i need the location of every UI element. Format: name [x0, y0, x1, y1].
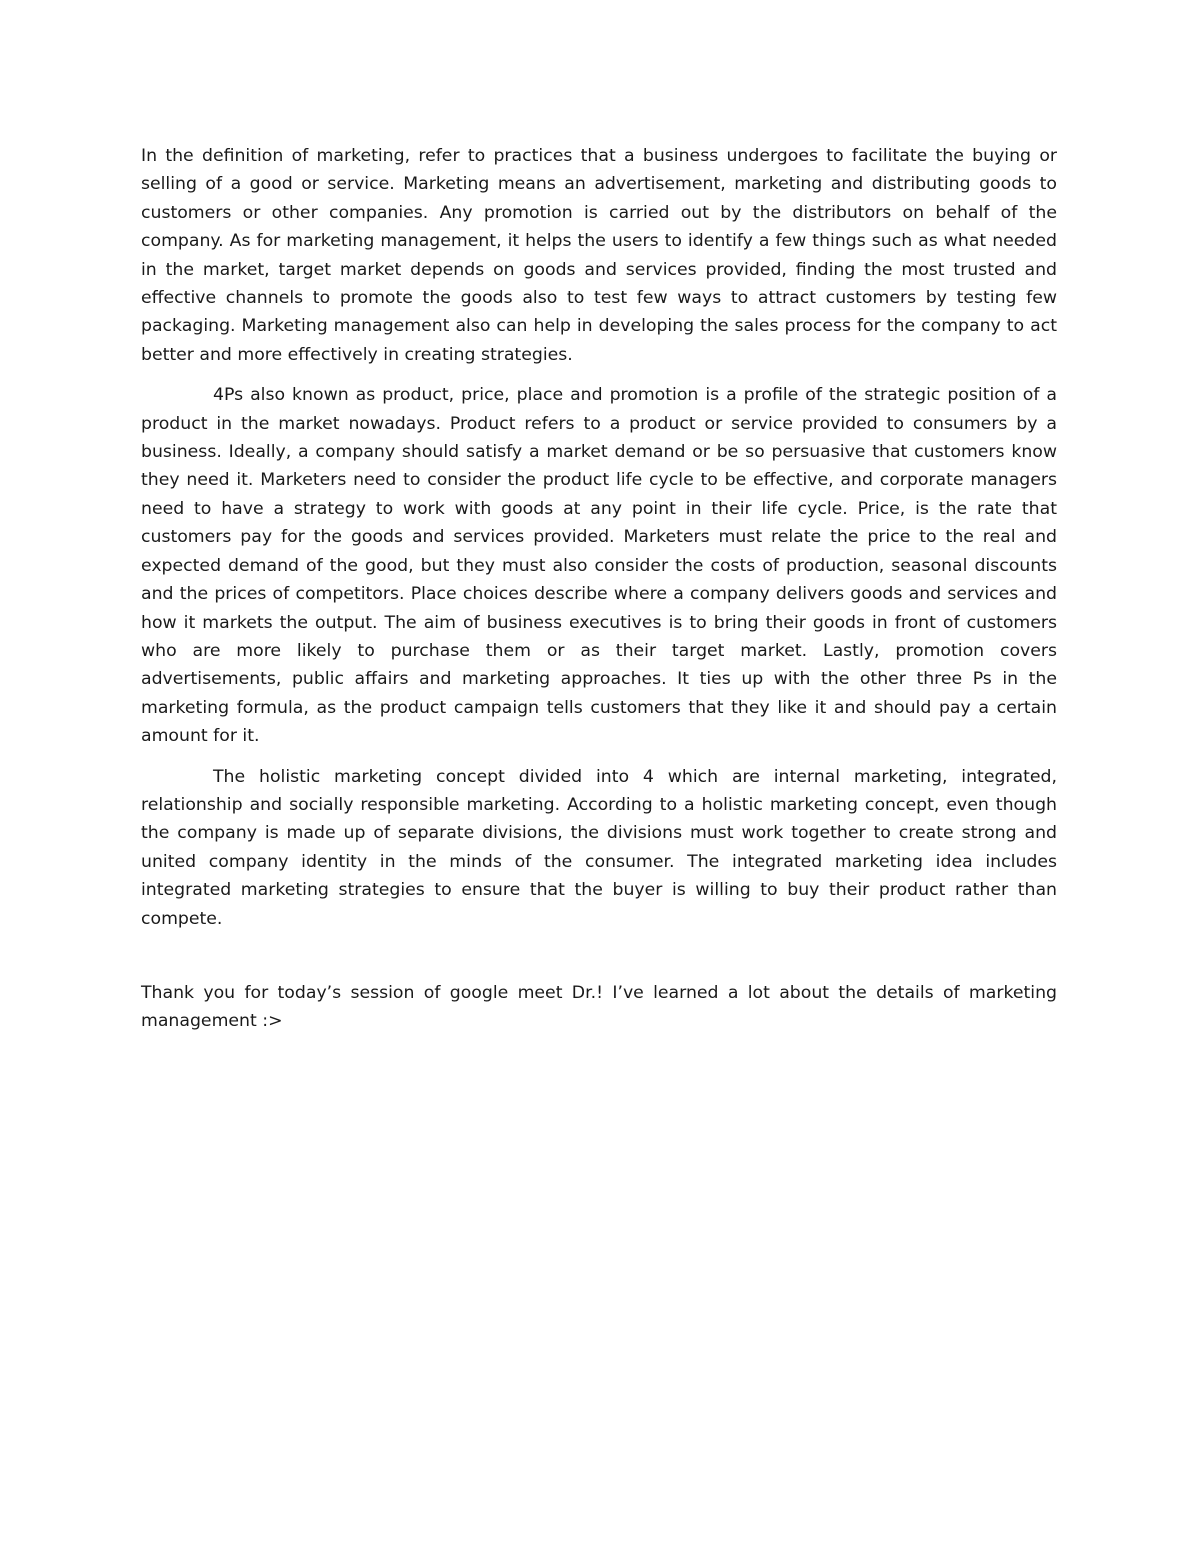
closing-note: Thank you for today’s session of google meet Dr.! I’ve learned a lot about the details of marketing management :> [141, 982, 1057, 1032]
paragraph-holistic-marketing: The holistic marketing concept divided into 4 which are internal marketing, integrated, relationship and socially responsible marketing. According to a holistic marketing concept, even though the company is made up of separate divisions, the divisions must work together to create strong and united company identity in the minds of the consumer. The integrated marketing idea includes integrated marketing strategies to ensure that the buyer is willing to buy their product rather than compete. [141, 766, 1057, 929]
document-body [141, 142, 1057, 1048]
paragraph-4ps: 4Ps also known as product, price, place and promotion is a profile of the strategic position of a product in the market nowadays. Product refers to a product or service provided to consumers by a business. Ideally, a company should satisfy a market demand or be so persuasive that customers know they need it. Marketers need to consider the product life cycle to be effective, and corporate managers need to have a strategy to work with goods at any point in their life cycle. Price, is the rate that customers pay for the goods and services provided. Marketers must relate the price to the real and expected demand of the good, but they must also consider the costs of production, seasonal discounts and the prices of competitors. Place choices describe where a company delivers goods and services and how it markets the output. The aim of business executives is to bring their goods in front of customers who are more likely to purchase them or as their target market. Lastly, promotion covers advertisements, public affairs and marketing approaches. It ties up with the other three Ps in the marketing formula, as the product campaign tells customers that they like it and should pay a certain amount for it. [141, 385, 1057, 747]
paragraph-marketing-definition: In the definition of marketing, refer to practices that a business undergoes to facilitate the buying or selling of a good or service. Marketing means an advertisement, marketing and distributing goods to customers or other companies. Any promotion is carried out by the distributors on behalf of the company. As for marketing management, it helps the users to identify a few things such as what needed in the market, target market depends on goods and services provided, finding the most trusted and effective channels to promote the goods also to test few ways to attract customers by testing few packaging. Marketing management also can help in developing the sales process for the company to act better and more effectively in creating strategies. [141, 146, 1057, 365]
